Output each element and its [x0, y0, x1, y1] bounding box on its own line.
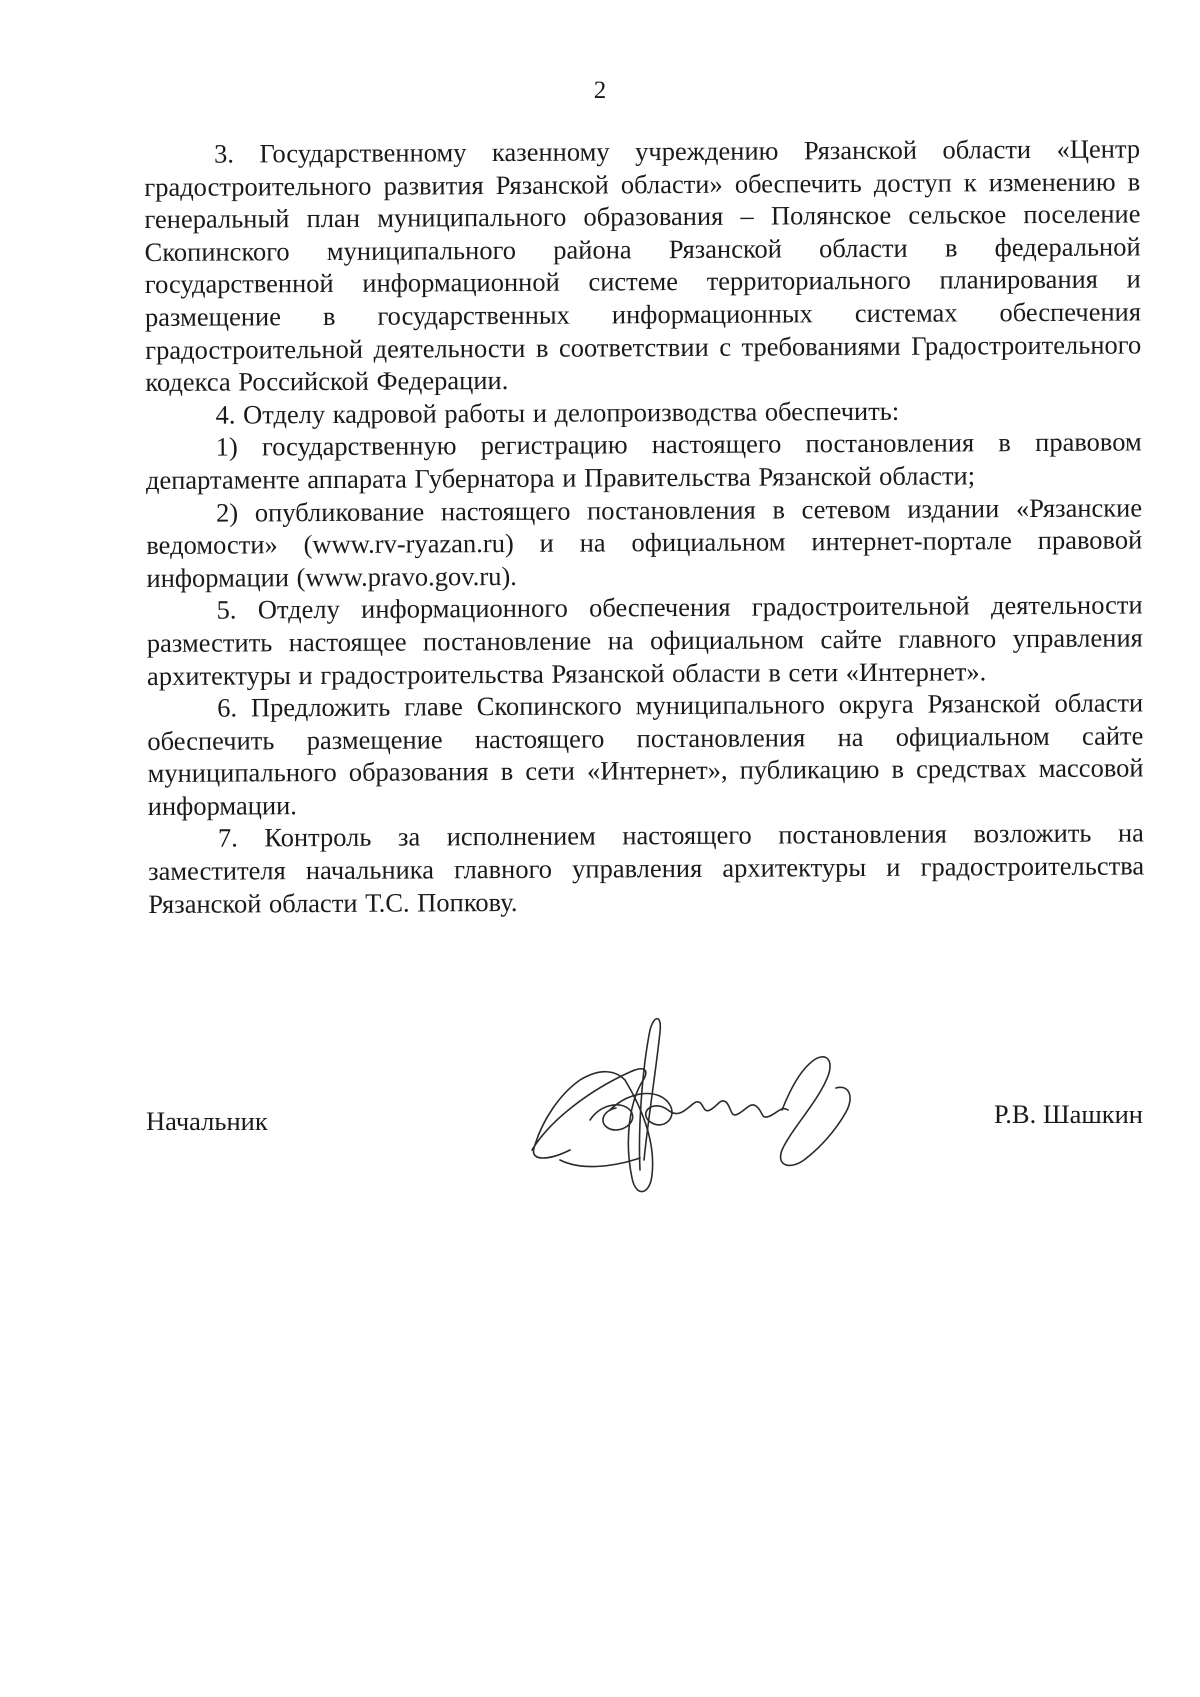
paragraph-4: 4. Отделу кадровой работы и делопроизводства обеспечить:: [215, 395, 900, 430]
paragraph-3: 3. Государственному казенному учреждению Рязанской области «Центр градостроительного развития Рязанской области» обеспечить доступ к изменению в генеральный план муниципального образования – Полянское сельское поселение Скопинского муниципального района Рязанской области в федеральной государственной информационной системе территориального планирования и размещение в государственных информационных системах обеспечения градостроительной деятельности в соответствии с требованиями Градостроительного кодекса Российской Федерации.: [144, 133, 1142, 398]
signer-position: Начальник: [146, 1106, 268, 1136]
page-number: 2: [593, 77, 607, 104]
paragraph-6: 6. Предложить главе Скопинского муниципального округа Рязанской области обеспечить размещение настоящего постановления на официальном сайте муниципального образования в сети «Интернет», публикацию в средствах массовой информации.: [147, 687, 1144, 821]
document-body: [144, 132, 1144, 920]
paragraph-5: 5. Отделу информационного обеспечения градостроительной деятельности разместить настоящее постановление на официальном сайте главного управления архитектуры и градостроительства Рязанской области в сети «Интернет».: [146, 589, 1143, 691]
paragraph-4-item-1: 1) государственную регистрацию настоящего постановления в правовом департаменте аппарата Губернатора и Правительства Рязанской области;: [145, 426, 1142, 495]
paragraph-4-item-2: 2) опубликование настоящего постановления в сетевом издании «Рязанские ведомости» (www.rv-ryazan.ru) и на официальном интернет-портале правовой информации (www.pravo.gov.ru).: [146, 491, 1143, 593]
signer-name: Р.В. Шашкин: [993, 1099, 1143, 1129]
handwritten-signature: [520, 1010, 950, 1210]
signature-block: [0, 1010, 1200, 1230]
paragraph-7: 7. Контроль за исполнением настоящего постановления возложить на заместителя начальника главного управления архитектуры и градостроительства Рязанской области Т.С. Попкову.: [148, 817, 1145, 919]
